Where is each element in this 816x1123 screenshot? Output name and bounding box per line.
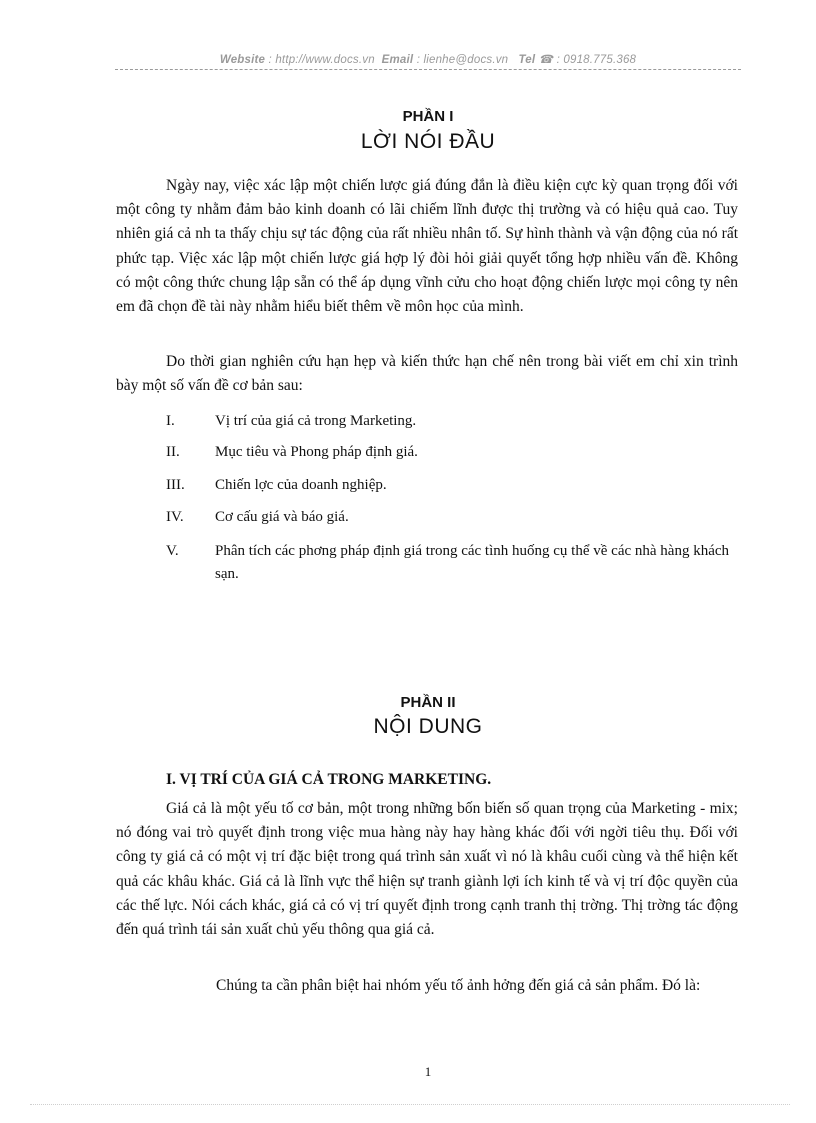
part2-label: PHẦN II: [400, 694, 456, 711]
list-item-number: IV.: [166, 509, 184, 525]
intro-paragraph-1: Ngày nay, việc xác lập một chiến lược giá đúng đắn là điều kiện cực kỳ quan trọng đối với một công ty nhằm đảm bảo kinh doanh có lãi chiếm lĩnh được thị trường và có hiệu quả cao. Tuy nhiên giá cả nh ta thấy chịu sự tác động của rất nhiều nhân tố. Sự hình thành và vận động của nó rất phức tạp. Việc xác lập một chiến lược giá hợp lý đòi hỏi giải quyết tổng hợp nhiều vấn đề. Không có một công thức chung lập sẵn có thể áp dụng vĩnh cửu cho hoạt động chiến lược mọi công ty nên em đã chọn đề tài này nhằm hiểu biết thêm về môn học của mình.: [116, 177, 738, 316]
list-item-text: Mục tiêu và Phong pháp định giá.: [215, 444, 418, 460]
intro-paragraph-2: Do thời gian nghiên cứu hạn hẹp và kiến thức hạn chế nên trong bài viết em chỉ xin trình bày một số vấn đề cơ bản sau:: [116, 353, 738, 395]
website-value: : http://www.docs.vn: [265, 54, 375, 66]
website-label: Website: [219, 54, 266, 66]
part2-title: NỘI DUNG: [373, 715, 483, 738]
footer-divider: [30, 1104, 790, 1105]
list-item-text: Cơ cấu giá và báo giá.: [215, 509, 349, 525]
list-item-text: Phân tích các phơng pháp định giá trong các tình huống cụ thể về các nhà hàng khách sạn.: [215, 543, 730, 582]
email-value: : lienhe@docs.vn: [413, 54, 509, 66]
list-item-number: I.: [166, 413, 175, 429]
list-item-number: V.: [166, 543, 179, 559]
tel-label: Tel: [518, 54, 536, 66]
tel-value: : 0918.775.368: [553, 54, 637, 66]
phone-icon: ☎: [535, 54, 554, 66]
list-item-number: II.: [166, 444, 180, 460]
list-item-text: Vị trí của giá cả trong Marketing.: [215, 413, 417, 429]
section-heading: I. VỊ TRÍ CỦA GIÁ CẢ TRONG MARKETING.: [166, 771, 492, 788]
list-item-number: III.: [166, 477, 185, 493]
part1-label: PHẦN I: [402, 108, 454, 125]
content-paragraph-1: Giá cả là một yếu tố cơ bản, một trong những bốn biến số quan trọng của Marketing - mix; nó đóng vai trò quyết định trong việc mua hàng này hay hàng khác đối với ngời tiêu thụ. Đối với công ty giá cả có một vị trí đặc biệt trong quá trình sản xuất vì nó là khâu cuối cùng và thể hiện kết quả các khâu khác. Giá cả là lĩnh vực thể hiện sự tranh giành lợi ích kinh tế và vị trí độc quyền của các thế lực. Nói cách khác, giá cả có vị trí quyết định trong cạnh tranh thị trờng. Thị trờng tác động đến quá trình tái sản xuất chủ yếu thông qua giá cả.: [116, 800, 738, 939]
header-divider: [115, 69, 741, 70]
content-paragraph-2: Chúng ta cần phân biệt hai nhóm yếu tố ảnh hởng đến giá cả sản phẩm. Đó là:: [216, 977, 701, 994]
list-item-text: Chiến lợc của doanh nghiệp.: [215, 477, 387, 493]
part1-title: LỜI NÓI ĐẦU: [360, 130, 496, 153]
page-number: 1: [424, 1064, 432, 1079]
email-label: Email: [381, 54, 414, 66]
page-header: [115, 52, 741, 66]
